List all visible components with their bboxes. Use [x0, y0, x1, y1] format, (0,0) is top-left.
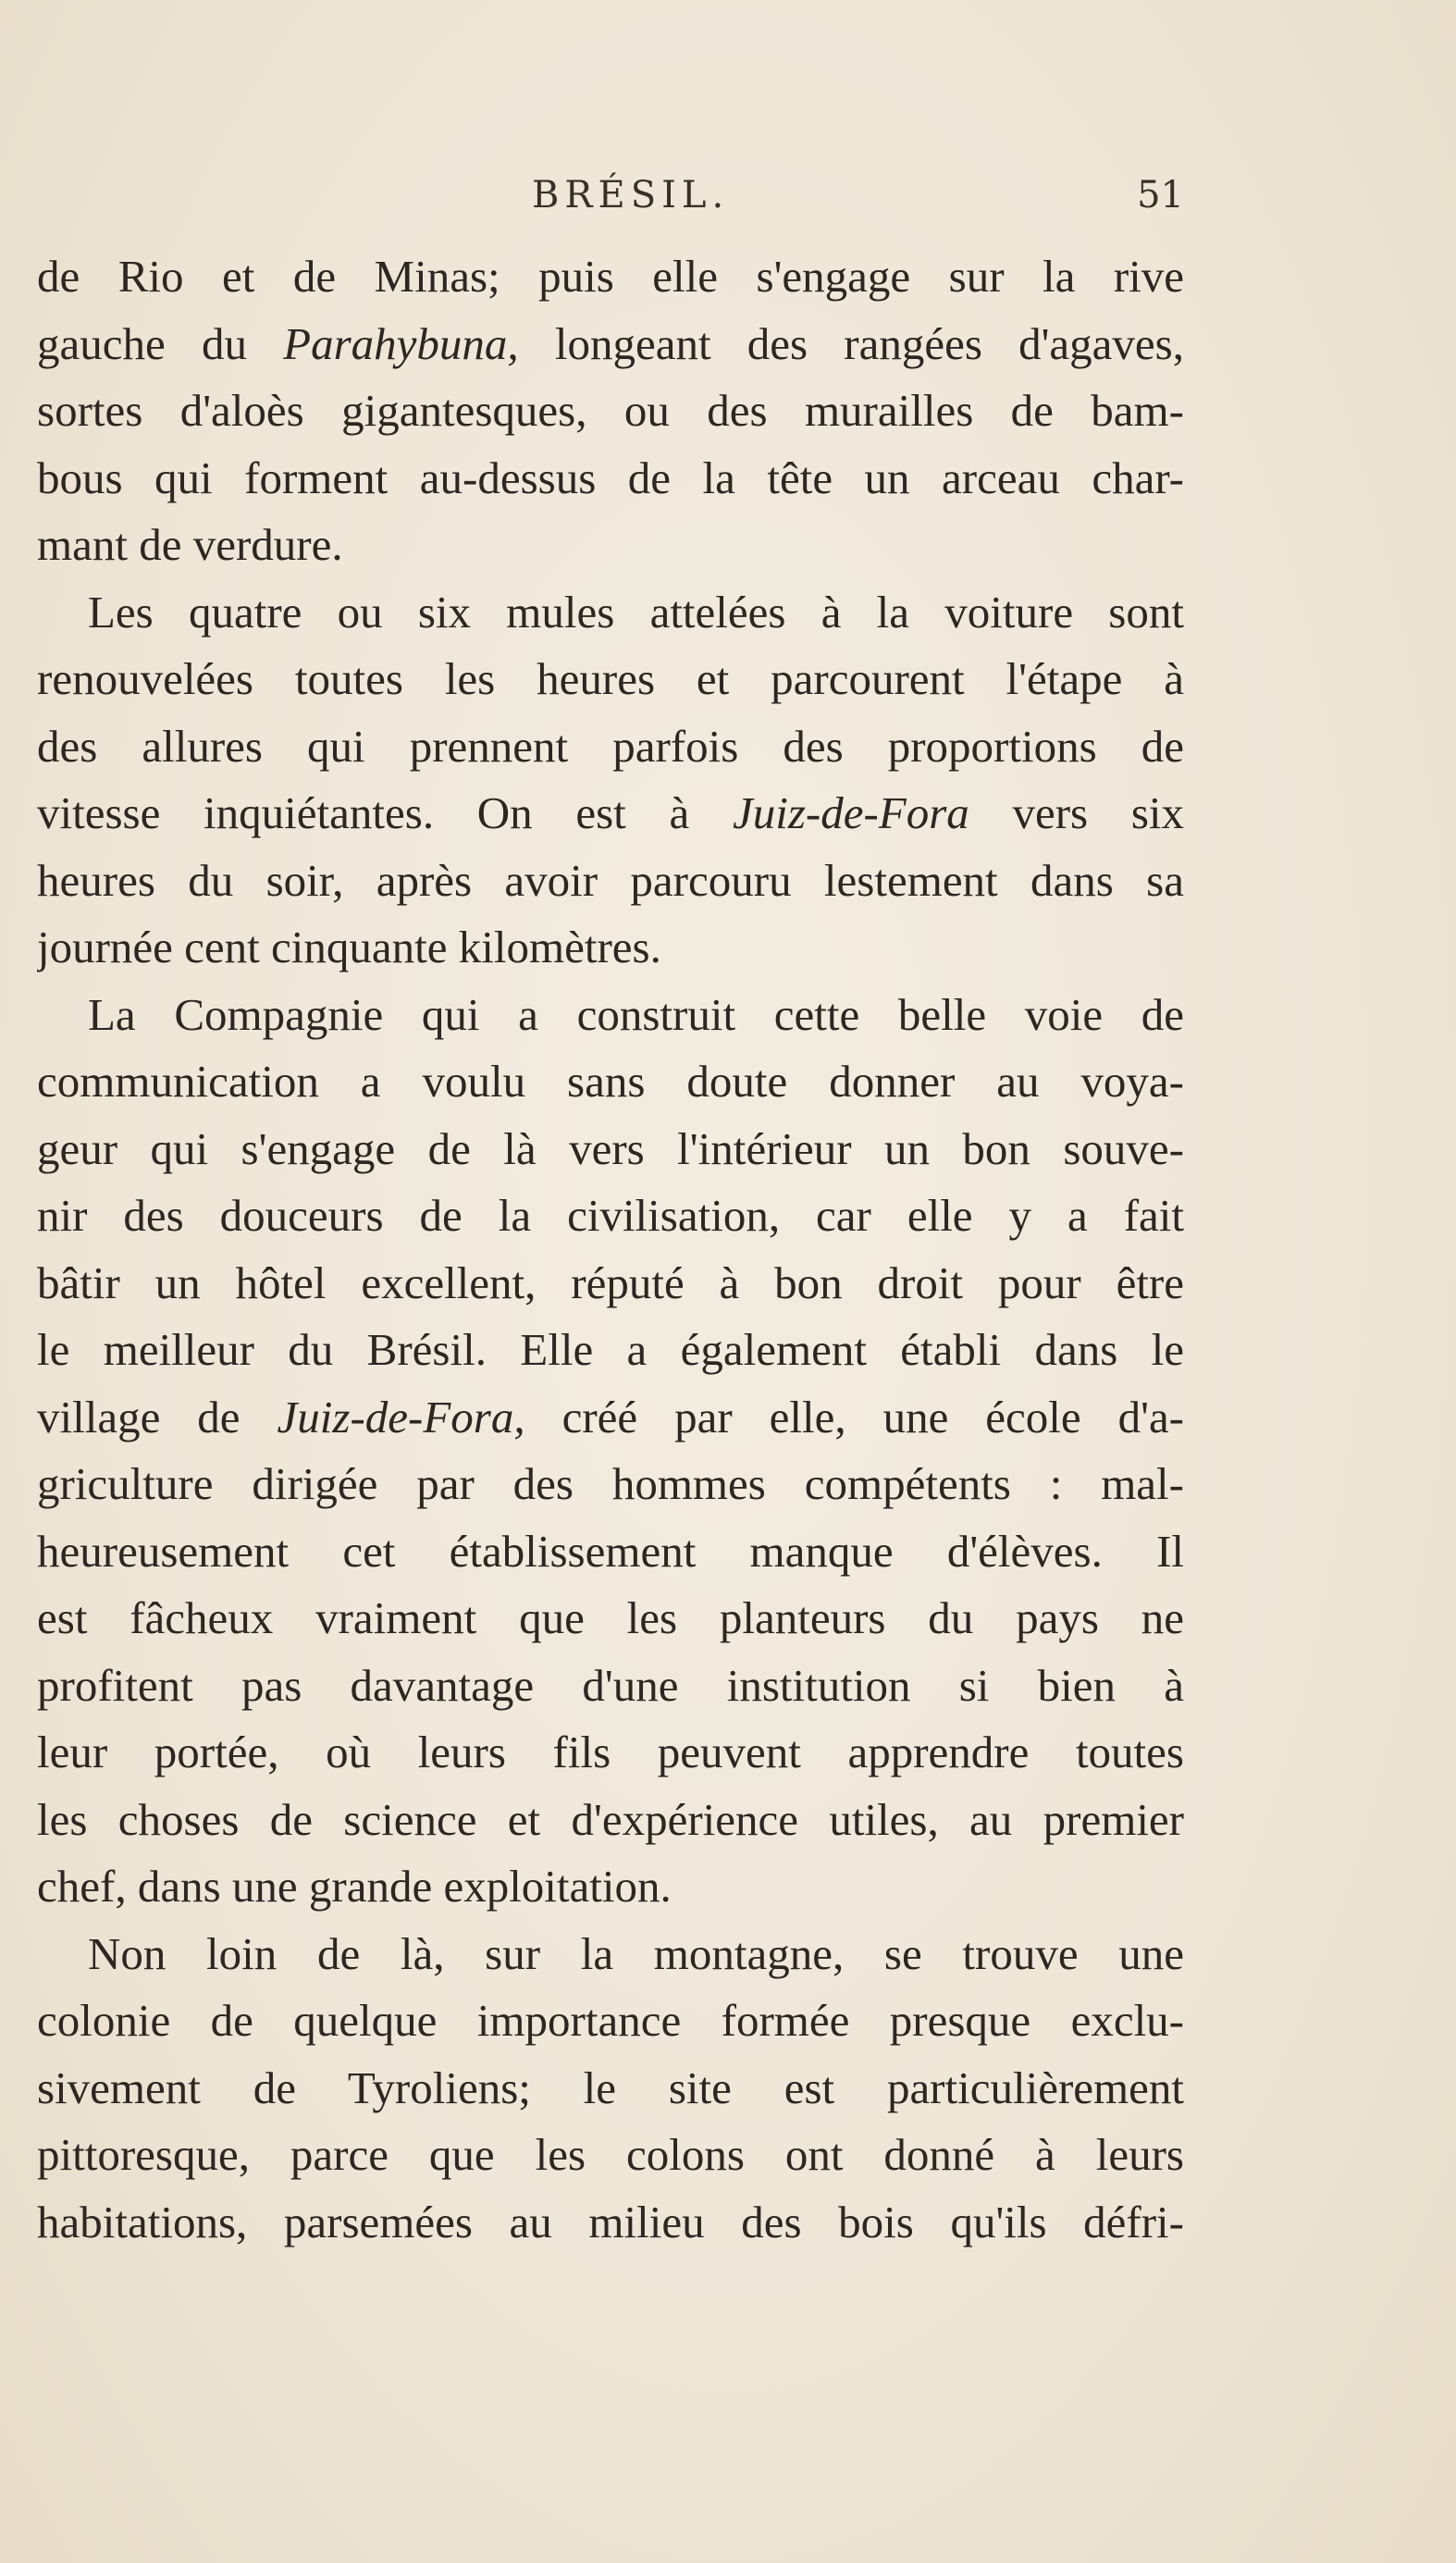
place-name-italic: Juiz-de-Fora, [277, 1391, 525, 1442]
text-line: est fâcheux vraiment que les planteurs du pays ne [37, 1592, 1184, 1643]
text-line: leur portée, où leurs fils peuvent apprendre toutes [37, 1727, 1184, 1777]
text-line [37, 311, 1184, 378]
text-line: nir des douceurs de la civilisation, car elle y a fait [37, 1190, 1184, 1241]
line-segment: gauche du [37, 317, 284, 369]
text-line: sivement de Tyroliens; le site est particulièrement [37, 2062, 1184, 2113]
text-line: mant de verdure. [37, 519, 343, 570]
line-segment: longeant des rangées d'agaves, [518, 317, 1184, 369]
text-line: profitent pas davantage d'une institution si bien à [37, 1659, 1184, 1711]
text-line: les choses de science et d'expérience utiles, au premier [37, 1793, 1184, 1845]
line-segment: vers six [969, 787, 1184, 838]
text-line [37, 780, 1184, 848]
place-name-italic: Juiz-de-Fora [732, 787, 969, 838]
text-line: pittoresque, parce que les colons ont donné à leurs [37, 2129, 1184, 2180]
text-line: bâtir un hôtel excellent, réputé à bon droit pour être [37, 1257, 1184, 1308]
text-line: La Compagnie qui a construit cette belle voie de [88, 988, 1184, 1040]
text-line: journée cent cinquante kilomètres. [37, 922, 661, 972]
text-line: le meilleur du Brésil. Elle a également établi dans le [37, 1324, 1184, 1375]
line-segment: créé par elle, une école d'a- [524, 1391, 1184, 1442]
body-text [37, 243, 1184, 2256]
line-segment: vitesse inquiétantes. On est à [37, 787, 733, 838]
text-line: Non loin de là, sur la montagne, se trouve une [88, 1927, 1184, 1979]
place-name-italic: Parahybuna, [283, 317, 519, 369]
running-head [37, 174, 1184, 229]
text-line: sortes d'aloès gigantesques, ou des murailles de bam- [37, 385, 1184, 436]
text-line: chef, dans une grande exploitation. [37, 1861, 672, 1912]
text-line: heures du soir, après avoir parcouru lestement dans sa [37, 854, 1184, 906]
text-line [37, 1384, 1184, 1452]
text-line: renouvelées toutes les heures et parcourent l'étape à [37, 653, 1184, 704]
text-line: Les quatre ou six mules attelées à la voiture sont [88, 586, 1184, 638]
text-line: habitations, parsemées au milieu des bois qu'ils défri- [37, 2196, 1184, 2247]
text-line: geur qui s'engage de là vers l'intérieur un bon souve- [37, 1122, 1184, 1174]
text-line: colonie de quelque importance formée presque exclu- [37, 1995, 1184, 2046]
line-segment: village de [37, 1391, 278, 1442]
text-line: heureusement cet établissement manque d'élèves. Il [37, 1525, 1184, 1577]
text-line: de Rio et de Minas; puis elle s'engage sur la rive [37, 251, 1184, 302]
running-title: BRÉSIL. [532, 174, 730, 217]
text-line: griculture dirigée par des hommes compétents : mal- [37, 1458, 1184, 1509]
text-line: bous qui forment au-dessus de la tête un arceau char- [37, 452, 1184, 503]
text-line: des allures qui prennent parfois des proportions de [37, 720, 1184, 772]
text-line: communication a voulu sans doute donner au voya- [37, 1056, 1184, 1107]
page-number: 51 [1137, 174, 1184, 217]
